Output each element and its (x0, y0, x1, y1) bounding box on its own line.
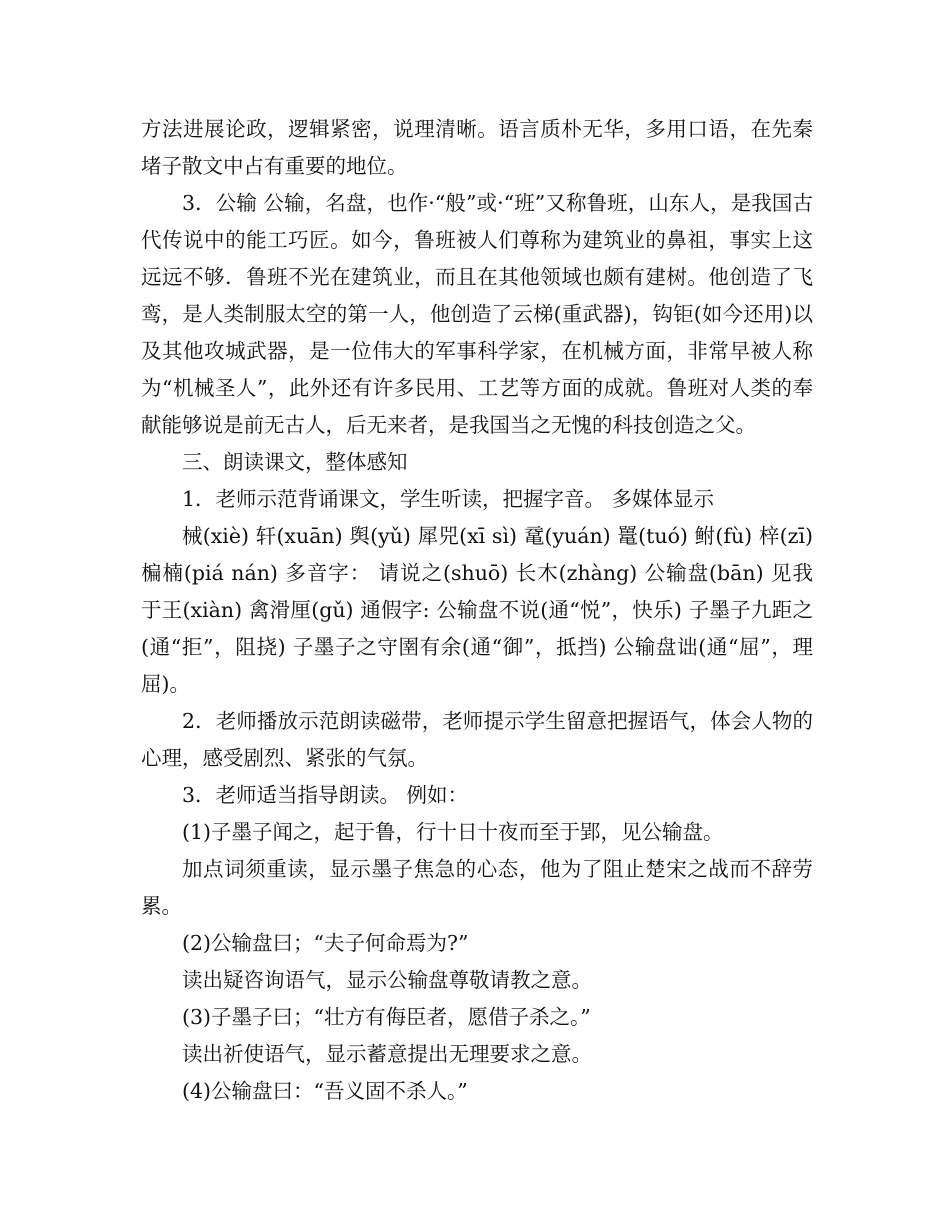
paragraph-teacher-recite: 1．老师示范背诵课文，学生听读，把握字音。 多媒体显示 (182, 487, 715, 511)
paragraph-gongshu-note: 3．公输 公输，名盘，也作·“般”或·“班”又称鲁班，山东人，是我国古代传说中的能工巧匠。如今，鲁班被人们尊称为建筑业的鼻祖，事实上这远远不够．鲁班不光在建筑业，而且在其他领域也颇有建树。他创造了飞鸾，是人类制服太空的第一人，他创造了云梯(重武器)，钩钜(如今还用)以及其他攻城武器，是一位伟大的军事科学家，在机械方面，非常早被人称为“机械圣人”，此外还有许多民用、工艺等方面的成就。鲁班对人类的奉献能够说是前无古人，后无来者，是我国当之无愧的科技创造之父。 (141, 191, 813, 437)
example-3-quote: (3)子墨子曰；“壮方有侮臣者，愿借子杀之。” (182, 1005, 591, 1029)
paragraph-reading-guide: 3．老师适当指导朗读。 例如： (182, 783, 469, 807)
example-1-quote: (1)子墨子闻之，起于鲁，行十日十夜而至于郢，见公输盘。 (182, 820, 724, 844)
example-2-quote: (2)公输盘曰；“夫子何命焉为?” (182, 931, 469, 955)
example-1-note: 加点词须重读，显示墨子焦急的心态，他为了阻止楚宋之战而不辞劳累。 (141, 857, 813, 918)
example-3-note: 读出祈使语气，显示蓄意提出无理要求之意。 (182, 1042, 592, 1066)
section-heading-reading: 三、朗读课文，整体感知 (182, 450, 408, 474)
example-2-note: 读出疑咨询语气，显示公输盘尊敬请教之意。 (182, 968, 592, 992)
example-4-quote: (4)公输盘曰：“吾义固不杀人。” (182, 1079, 468, 1103)
paragraph-teacher-tape: 2．老师播放示范朗读磁带，老师提示学生留意把握语气，体会人物的心理，感受剧烈、紧张的气氛。 (141, 709, 813, 770)
paragraph-intro-continuation: 方法进展论政，逻辑紧密，说理清晰。语言质朴无华，多用口语，在先秦堵子散文中占有重要的地位。 (141, 117, 813, 178)
document-body (141, 111, 813, 1110)
paragraph-pronunciation-list: 械(xiè) 轩(xuān) 舆(yǔ) 犀兕(xī sì) 鼋(yuán) 鼍(tuó) 鲋(fù) 梓(zī) 楄楠(piá nán) 多音字： 请说之(shuō) 长木(zhàng) 公输盘(bān) 见我于王(xiàn) 禽滑厘(gǔ) 通假字: 公输盘不说(通“悦”，快乐) 子墨子九距之(通“拒”，阻挠) 子墨子之守圉有余(通“御”，抵挡) 公输盘诎(通“屈”，理屈)。 (141, 524, 813, 696)
